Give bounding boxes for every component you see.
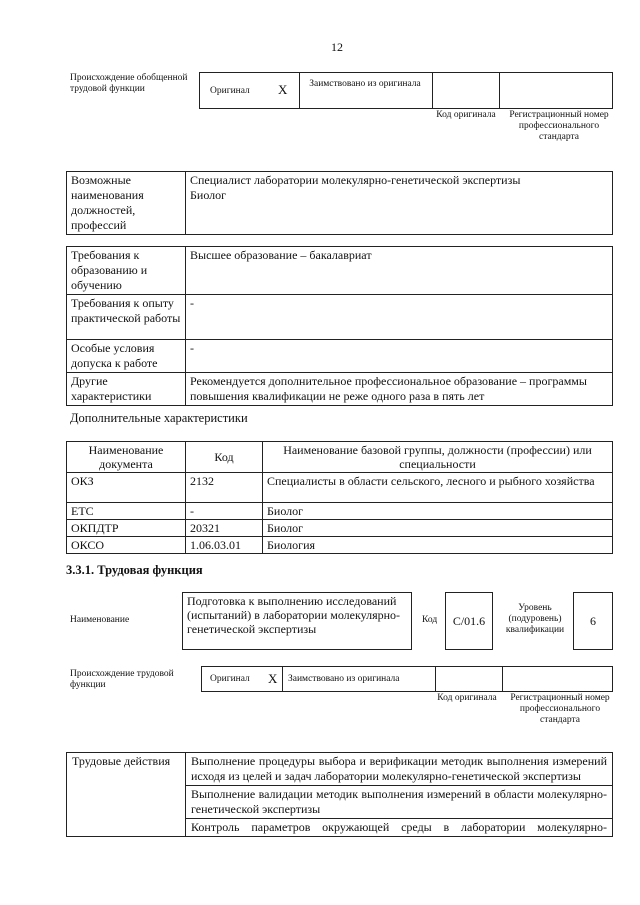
origin-generalized-label: Происхождение обобщенной трудовой функции	[70, 73, 188, 94]
row-doc: ОКЗ	[67, 473, 186, 503]
function-code-value: C/01.6	[452, 614, 486, 628]
header-code: Код	[186, 442, 263, 473]
function-reg-number-caption: Регистрационный номер профессионального стандарта	[510, 693, 610, 725]
function-name-box	[182, 592, 412, 650]
positions-value	[186, 172, 613, 235]
req-other-label: Другие характеристики	[67, 373, 186, 406]
header-name: Наименование базовой группы, должности (профессии) или специальности	[263, 442, 613, 473]
divider	[502, 667, 503, 691]
function-code-original-caption: Код оригинала	[437, 693, 497, 703]
function-level-value: 6	[590, 614, 596, 628]
row-code: -	[186, 503, 263, 520]
origin-original-text: Оригинал	[210, 86, 250, 96]
origin-function-label: Происхождение трудовой функции	[70, 669, 174, 690]
origin-mark: X	[278, 82, 288, 97]
reg-number-caption: Регистрационный номер профессионального стандарта	[509, 110, 609, 142]
code-original-caption: Код оригинала	[436, 110, 496, 120]
function-code-box	[445, 592, 493, 650]
row-code: 20321	[186, 520, 263, 537]
position-2: Биолог	[190, 188, 227, 202]
table-row	[67, 537, 613, 554]
table-row	[67, 503, 613, 520]
additional-table	[66, 441, 613, 554]
origin-function-borrowed: Заимствовано из оригинала	[288, 674, 400, 684]
req-education-label: Требования к образованию и обучению	[67, 247, 186, 295]
origin-function-mark: X	[268, 671, 278, 686]
header-document: Наименование документа	[67, 442, 186, 473]
table-row	[67, 520, 613, 537]
function-level-label: Уровень (подуровень) квалификации	[505, 603, 565, 635]
table-row	[67, 473, 613, 503]
action-item: Выполнение процедуры выбора и верификации методик выполнения измерений исходя из целей и задач лаборатории молекулярно-генетической экспертизы	[186, 753, 613, 786]
action-item: Контроль параметров окружающей среды в лаборатории молекулярно-	[186, 819, 613, 837]
origin-function-original: Оригинал	[210, 674, 250, 684]
function-heading: 3.3.1. Трудовая функция	[66, 563, 203, 577]
row-name: Биолог	[263, 520, 613, 537]
origin-generalized-box	[199, 72, 613, 109]
actions-label: Трудовые действия	[67, 753, 186, 837]
req-other-value: Рекомендуется дополнительное профессиональное образование – программы повышения квалификации не реже одного раза в пять лет	[186, 373, 613, 406]
row-name: Биолог	[263, 503, 613, 520]
row-doc: ОКСО	[67, 537, 186, 554]
divider	[282, 667, 283, 691]
row-name: Биология	[263, 537, 613, 554]
actions-table	[66, 752, 613, 837]
req-education-value: Высшее образование – бакалавриат	[186, 247, 613, 295]
row-code: 2132	[186, 473, 263, 503]
additional-heading: Дополнительные характеристики	[70, 411, 248, 425]
function-code-label: Код	[422, 615, 438, 625]
requirements-table	[66, 246, 613, 406]
row-doc: ЕТС	[67, 503, 186, 520]
divider	[499, 73, 500, 108]
function-name-value: Подготовка к выполнению исследований (испытаний) в лаборатории молекулярно-генетической экспертизы	[187, 594, 401, 636]
origin-borrowed-text: Заимствовано из оригинала	[309, 79, 421, 89]
positions-label: Возможные наименования должностей, профессий	[67, 172, 186, 235]
divider	[435, 667, 436, 691]
req-experience-value: -	[186, 295, 613, 340]
row-code: 1.06.03.01	[186, 537, 263, 554]
function-level-box	[573, 592, 613, 650]
row-doc: ОКПДТР	[67, 520, 186, 537]
function-name-label: Наименование	[70, 615, 130, 625]
origin-function-box	[201, 666, 613, 692]
position-1: Специалист лаборатории молекулярно-генетической экспертизы	[190, 173, 521, 187]
req-conditions-label: Особые условия допуска к работе	[67, 340, 186, 373]
req-experience-label: Требования к опыту практической работы	[67, 295, 186, 340]
divider	[299, 73, 300, 108]
req-conditions-value: -	[186, 340, 613, 373]
row-name: Специалисты в области сельского, лесного и рыбного хозяйства	[263, 473, 613, 503]
divider	[432, 73, 433, 108]
page-number: 12	[331, 40, 343, 54]
action-item: Выполнение валидации методик выполнения измерений в области молекулярно-генетической экспертизы	[186, 786, 613, 819]
positions-table	[66, 171, 613, 235]
